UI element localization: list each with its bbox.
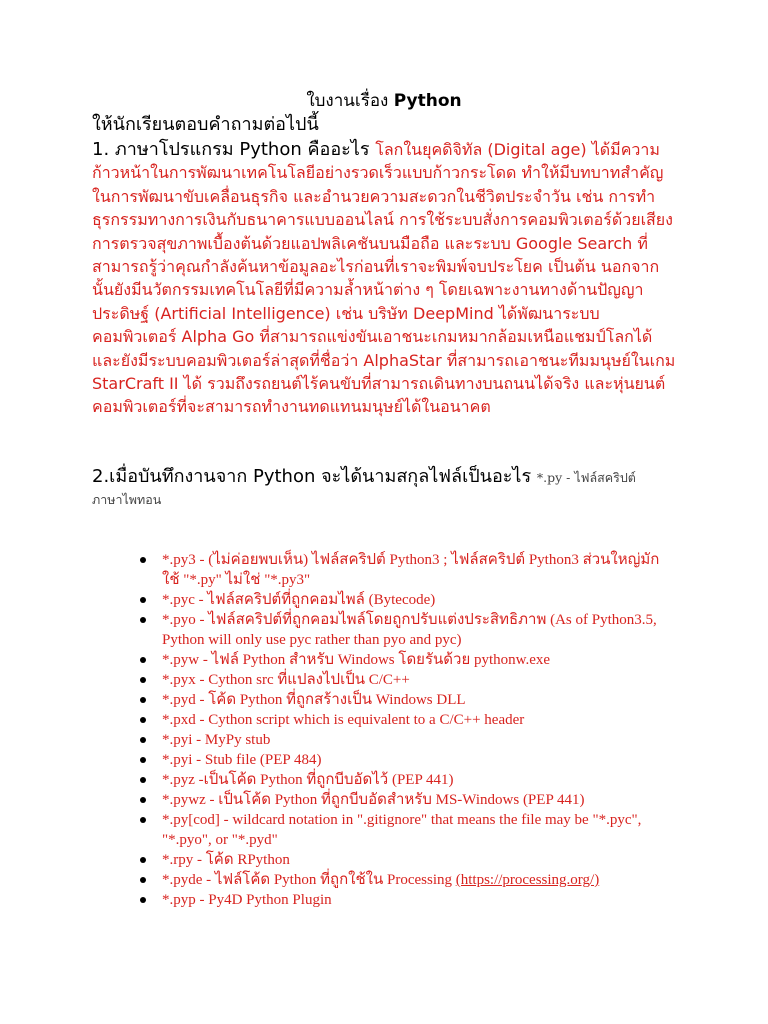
bullet-icon (140, 617, 146, 623)
extension-text: *.pyi - MyPy stub (162, 732, 271, 748)
extension-list-item (134, 850, 674, 870)
question-2-answer-line2: ภาษาไพทอน (92, 492, 162, 507)
extension-text: *.pxd - Cython script which is equivalent to a C/C++ header (162, 712, 525, 728)
extension-text: *.pyd - โค้ด Python ที่ถูกสร้างเป็น Windows DLL (162, 692, 466, 708)
extension-list-item (134, 610, 674, 650)
title-prefix: ใบงานเรื่อง (306, 91, 394, 111)
extension-list (134, 550, 674, 910)
question-1 (92, 138, 677, 419)
bullet-icon (140, 657, 146, 663)
extension-list-item (134, 790, 674, 810)
bullet-icon (140, 757, 146, 763)
extension-text: *.pyc - ไฟล์สคริปต์ที่ถูกคอมไพล์ (Bytecode) (162, 592, 436, 608)
extension-list-item (134, 690, 674, 710)
extension-list-item (134, 730, 674, 750)
title-bold: Python (393, 91, 462, 111)
question-1-text: 1. ภาษาโปรแกรม Python คืออะไร (92, 139, 376, 160)
extension-list-item (134, 870, 674, 890)
bullet-icon (140, 877, 146, 883)
processing-link[interactable]: (https://processing.org/) (455, 872, 600, 888)
extension-text: *.pyz -เป็นโค้ด Python ที่ถูกบีบอัดไว้ (PEP 441) (162, 772, 454, 788)
bullet-icon (140, 717, 146, 723)
extension-list-item (134, 650, 674, 670)
extension-list-item (134, 810, 674, 850)
extension-list-item (134, 890, 674, 910)
extension-text: *.pyp - Py4D Python Plugin (162, 892, 332, 908)
question-2-answer-line1: *.py - ไฟล์สคริปต์ (536, 470, 636, 485)
bullet-icon (140, 697, 146, 703)
bullet-icon (140, 777, 146, 783)
extension-list-item (134, 770, 674, 790)
extension-text: *.py[cod] - wildcard notation in ".gitignore" that means the file may be "*.pyc", "*.pyo", or "*.pyd" (162, 812, 642, 848)
extension-list-item (134, 670, 674, 690)
extension-text: *.py3 - (ไม่ค่อยพบเห็น) ไฟล์สคริปต์ Python3 ; ไฟล์สคริปต์ Python3 ส่วนใหญ่มักใช้ "*.py" ไม่ใช่ "*.py3" (162, 552, 660, 588)
bullet-icon (140, 677, 146, 683)
bullet-icon (140, 817, 146, 823)
extension-list-item (134, 550, 674, 590)
page-title (0, 88, 768, 114)
bullet-icon (140, 557, 146, 563)
question-2 (92, 464, 677, 509)
extension-text: *.pywz - เป็นโค้ด Python ที่ถูกบีบอัดสำหรับ MS-Windows (PEP 441) (162, 792, 585, 808)
extension-text: *.rpy - โค้ด RPython (162, 852, 290, 868)
bullet-icon (140, 797, 146, 803)
extension-text: *.pyi - Stub file (PEP 484) (162, 752, 322, 768)
extension-list-item (134, 710, 674, 730)
extension-text: *.pyx - Cython src ที่แปลงไปเป็น C/C++ (162, 672, 410, 688)
instruction-text: ให้นักเรียนตอบคำถามต่อไปนี้ (92, 114, 319, 135)
extension-text: *.pyw - ไฟล์ Python สำหรับ Windows โดยรันด้วย pythonw.exe (162, 652, 551, 668)
question-1-answer: โลกในยุคดิจิทัล (Digital age) ได้มีความก้าวหน้าในการพัฒนาเทคโนโลยีอย่างรวดเร็วแบบก้าวกระโดด ทำให้มีบทบาทสำคัญในการพัฒนาขับเคลื่อนธุรกิจ และอำนวยความสะดวกในชีวิตประจำวัน เช่น การทำธุรกรรมทางการเงินกับธนาคารแบบออนไลน์ การใช้ระบบสั่งการคอมพิวเตอร์ด้วยเสียง การตรวจสุขภาพเบื้องต้นด้วยแอปพลิเคชันบนมือถือ และระบบ Google Search ที่สามารถรู้ว่าคุณกำลังค้นหาข้อมูลอะไรก่อนที่เราจะพิมพ์จบประโยค เป็นต้น นอกจากนั้นยังมีนวัตกรรมเทคโนโลยีที่มีความล้ำหน้าต่าง ๆ โดยเฉพาะงานทางด้านปัญญาประดิษฐ์ (Artificial Intelligence) เช่น บริษัท DeepMind ได้พัฒนาระบบคอมพิวเตอร์ Alpha Go ที่สามารถแข่งขันเอาชนะเกมหมากล้อมเหนือแชมป์โลกได้ และยังมีระบบคอมพิวเตอร์ล่าสุดที่ชื่อว่า AlphaStar ที่สามารถเอาชนะทีมมนุษย์ในเกม StarCraft II ได้ รวมถึงรถยนต์ไร้คนขับที่สามารถเดินทางบนถนนได้จริง และหุ่นยนต์คอมพิวเตอร์ที่จะสามารถทำงานทดแทนมนุษย์ได้ในอนาคต (92, 140, 676, 417)
extension-list-item (134, 590, 674, 610)
bullet-icon (140, 897, 146, 903)
extension-text: *.pyo - ไฟล์สคริปต์ที่ถูกคอมไพล์โดยถูกปรับแต่งประสิทธิภาพ (As of Python3.5, Python will only use pyc rather than pyo and pyc) (162, 612, 657, 648)
bullet-icon (140, 597, 146, 603)
bullet-icon (140, 737, 146, 743)
extension-text: *.pyde - ไฟล์โค้ด Python ที่ถูกใช้ใน Processing (162, 872, 456, 888)
bullet-icon (140, 857, 146, 863)
extension-list-item (134, 750, 674, 770)
question-2-text: 2.เมื่อบันทึกงานจาก Python จะได้นามสกุลไฟล์เป็นอะไร (92, 466, 537, 487)
